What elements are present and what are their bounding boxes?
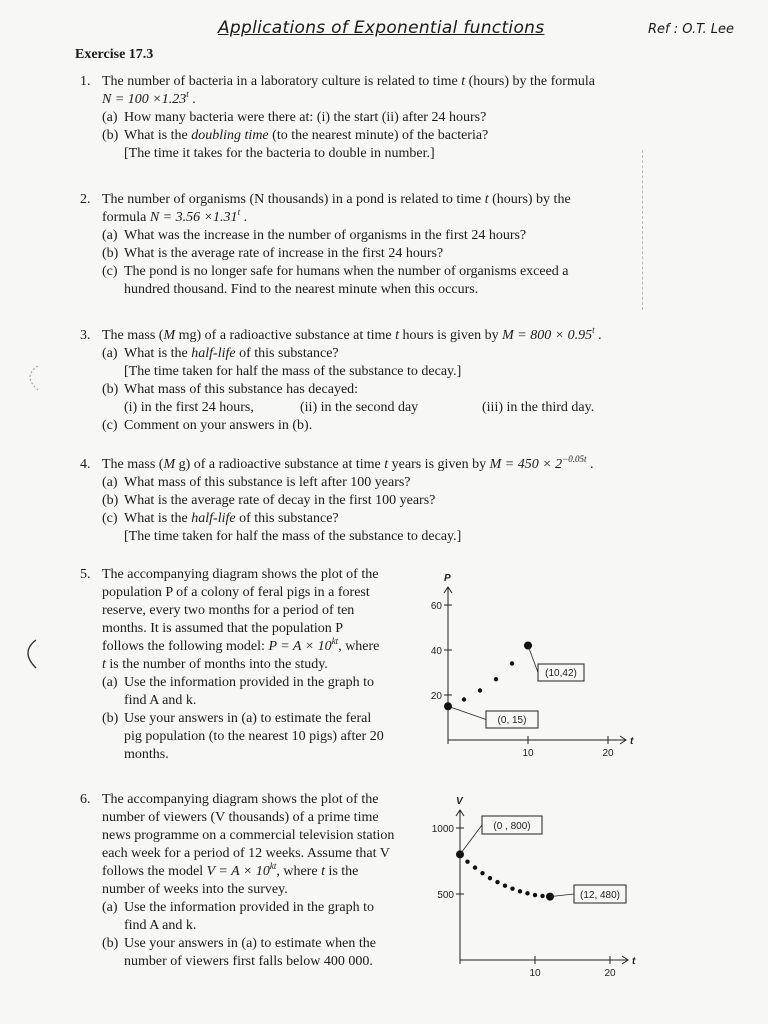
formula: V = A × 10 <box>206 864 270 879</box>
part-label: (b) <box>102 493 119 508</box>
data-point <box>488 876 492 880</box>
question-text: (hours) by the <box>492 192 571 207</box>
data-point <box>456 850 464 858</box>
y-tick-label: 20 <box>430 691 442 702</box>
part-label: (a) <box>102 346 118 361</box>
x-tick-label: 10 <box>529 968 541 979</box>
question-text: hours is given by <box>402 328 499 343</box>
sub-part-ii: (ii) in the second day <box>300 400 419 415</box>
part-b-text: Use your answers in (a) to estimate when the <box>124 936 376 951</box>
question-text: , where <box>276 864 318 879</box>
part-a-text: How many bacteria were there at: (i) the start (ii) after 24 hours? <box>124 110 487 125</box>
part-label: (b) <box>102 128 119 143</box>
part-label: (b) <box>102 246 119 261</box>
part-label: (a) <box>102 900 118 915</box>
data-point <box>480 871 484 875</box>
data-point <box>462 697 466 701</box>
data-point <box>518 889 522 893</box>
question-text: formula <box>102 210 147 225</box>
part-a-text: What is the <box>124 346 188 361</box>
sub-part-i: (i) in the first 24 hours, <box>124 400 254 415</box>
formula: N = 3.56 ×1.31 <box>149 210 238 225</box>
question-2: 2. The number of organisms (N thousands) in a pond is related to time t (hours) by the formula $N = 3.56 \times 1.31^t$ . (a) What was the increase in the number of organisms in the first 24 hours? (b) What is the average rate of increase in the first 24 hours? (c) The pond is no longer safe for humans when the number of organisms exceed a hundred thousand. Find to the nearest minute when this occurs. <box>80 192 571 297</box>
part-b-text: (to the nearest minute) of the bacteria? <box>272 128 489 143</box>
part-b-text: pig population (to the nearest 10 pigs) after 20 <box>124 729 384 744</box>
formula: M = 800 × 0.95 <box>502 328 593 343</box>
exponent: t <box>186 89 189 99</box>
part-b-text: number of viewers first falls below 400 000. <box>124 954 373 969</box>
part-b-text: months. <box>124 747 169 762</box>
question-number: 2. <box>80 192 91 207</box>
annotation-connector <box>460 825 482 854</box>
annotation-connector <box>528 646 538 673</box>
data-point <box>473 865 477 869</box>
emphasis: half-life <box>191 511 236 526</box>
part-label: (a) <box>102 110 118 125</box>
part-b-text: What is the <box>124 128 188 143</box>
data-point <box>478 688 482 692</box>
question-text: follows the model <box>102 864 204 879</box>
margin-bracket <box>14 636 44 676</box>
question-text: years is given by <box>391 457 487 472</box>
question-text: The accompanying diagram shows the plot of the <box>102 567 379 582</box>
question-text: , where <box>338 639 380 654</box>
y-axis-label: V <box>456 796 463 807</box>
variable-m: M <box>163 328 176 343</box>
variable-m: M <box>163 457 176 472</box>
exponent: t <box>237 207 241 217</box>
part-label: (b) <box>102 711 119 726</box>
annotation-connector <box>448 706 486 719</box>
question-text: The mass ( <box>102 328 164 343</box>
annotation-label: (10,42) <box>545 668 577 679</box>
question-number: 6. <box>80 792 91 807</box>
question-3: 3. The mass (M mg) of a radioactive substance at time t hours is given by $M = 800 \times 0.95^t$ . (a) What is the half-life of this substance? [The time taken for half the mass of the substance to decay.] (b) What mass of this substance has decayed: (i) in the first 24 hours, (ii) in the second day (iii) in the third day. (c) Comment on your answers in (b). <box>80 325 602 433</box>
question-text: is the <box>328 864 359 879</box>
question-4: 4. The mass (M g) of a radioactive substance at time t years is given by $M = 450 \times 2^{-0.05t}$ . (a) What mass of this substance is left after 100 years? (b) What is the average rate of decay in the first 100 years? (c) What is the half-life of this substance? [The time taken for half the mass of the substance to decay.] <box>80 454 594 544</box>
variable-t: t <box>461 74 466 89</box>
question-number: 3. <box>80 328 91 343</box>
question-text: The number of bacteria in a laboratory culture is related to time <box>102 74 458 89</box>
part-b-text: What is the average rate of decay in the first 100 years? <box>124 493 436 508</box>
question-text: The accompanying diagram shows the plot of the <box>102 792 379 807</box>
formula: M = 450 × 2 <box>489 457 563 472</box>
question-text: population P of a colony of feral pigs in a forest <box>102 585 370 600</box>
part-a-text: What was the increase in the number of organisms in the first 24 hours? <box>124 228 527 243</box>
part-label: (c) <box>102 511 118 526</box>
question-number: 5. <box>80 567 91 582</box>
part-a-text: find A and k. <box>124 918 197 933</box>
x-tick-label: 10 <box>522 748 534 759</box>
question-text: g) of a radioactive substance at time <box>178 457 381 472</box>
part-b-text: What mass of this substance has decayed: <box>124 382 359 397</box>
variable-t: t <box>321 864 325 879</box>
x-axis-label: t <box>632 956 636 967</box>
question-text: news programme on a commercial television station <box>102 828 395 843</box>
variable-t: t <box>484 192 489 207</box>
variable-t: t <box>395 328 400 343</box>
question-text: number of viewers (V thousands) of a prime time <box>102 810 379 825</box>
part-c-text: What is the <box>124 511 188 526</box>
question-5 <box>80 566 384 764</box>
annotation-label: (12, 480) <box>579 890 621 901</box>
x-axis-label: t <box>630 736 634 747</box>
y-tick-label: 40 <box>430 646 442 657</box>
question-text: number of weeks into the survey. <box>102 882 288 897</box>
tv-viewers-chart <box>410 790 650 995</box>
hint-text: [The time taken for half the mass of the substance to decay.] <box>124 364 462 379</box>
emphasis: doubling time <box>191 128 269 143</box>
exponent: kt <box>331 636 339 646</box>
pig-population-chart <box>410 570 650 770</box>
variable-t: t <box>102 657 106 672</box>
x-tick-label: 20 <box>604 968 616 979</box>
margin-line <box>642 150 643 310</box>
part-label: (b) <box>102 936 119 951</box>
data-point <box>525 891 529 895</box>
part-label: (a) <box>102 675 118 690</box>
question-text: each week for a period of 12 weeks. Assume that V <box>102 846 390 861</box>
data-point <box>533 893 537 897</box>
y-axis-label: P <box>444 573 451 584</box>
y-tick-label: 500 <box>437 890 454 901</box>
y-tick-label: 1000 <box>431 824 454 835</box>
annotation-label: (0 , 800) <box>493 821 531 832</box>
margin-bracket <box>14 362 44 398</box>
data-point <box>465 859 469 863</box>
exponent: kt <box>269 861 277 871</box>
page-title: Applications of Exponential functions <box>218 18 545 38</box>
x-tick-label: 20 <box>602 748 614 759</box>
data-point <box>510 887 514 891</box>
part-label: (a) <box>102 228 118 243</box>
question-text: (hours) by the formula <box>468 74 595 89</box>
part-label: (c) <box>102 418 118 433</box>
exercise-heading: Exercise 17.3 <box>75 47 154 62</box>
data-point <box>540 894 544 898</box>
data-point <box>494 677 498 681</box>
question-number: 4. <box>80 457 91 472</box>
question-text: The number of organisms (N thousands) in a pond is related to time <box>102 192 482 207</box>
question-text: The mass ( <box>102 457 164 472</box>
part-a-text: of this substance? <box>239 346 339 361</box>
part-c-text: Comment on your answers in (b). <box>124 418 313 433</box>
part-c-text: hundred thousand. Find to the nearest minute when this occurs. <box>124 282 479 297</box>
question-text: mg) of a radioactive substance at time <box>178 328 392 343</box>
question-text: reserve, every two months for a period of ten <box>102 603 355 618</box>
data-point <box>503 883 507 887</box>
hint-text: [The time it takes for the bacteria to double in number.] <box>124 146 435 161</box>
hint-text: [The time taken for half the mass of the substance to decay.] <box>124 529 462 544</box>
part-a-text: Use the information provided in the graph to <box>124 900 374 915</box>
question-1: 1. The number of bacteria in a laboratory culture is related to time t (hours) by the formula $N = 100 \times 1.23^t$ . (a) How many bacteria were there at: (i) the start (ii) after 24 hours? (b) What is the doubling time (to the nearest minute) of the bacteria? [The time it takes for the bacteria to double in number.] <box>80 74 595 161</box>
formula: P = A × 10 <box>268 639 332 654</box>
exponent: −0.05t <box>562 454 587 464</box>
annotation-label: (0, 15) <box>497 715 527 726</box>
sub-part-iii: (iii) in the third day. <box>482 400 595 415</box>
author-reference: Ref : O.T. Lee <box>648 22 734 37</box>
part-label: (c) <box>102 264 118 279</box>
data-point <box>495 880 499 884</box>
part-a-text: Use the information provided in the graph to <box>124 675 374 690</box>
part-label: (a) <box>102 475 118 490</box>
question-number: 1. <box>80 74 91 89</box>
part-c-text: The pond is no longer safe for humans when the number of organisms exceed a <box>124 264 569 279</box>
y-tick-label: 60 <box>430 601 442 612</box>
emphasis: half-life <box>191 346 236 361</box>
part-b-text: What is the average rate of increase in the first 24 hours? <box>124 246 444 261</box>
question-6 <box>80 791 394 971</box>
question-text: follows the following model: <box>102 639 265 654</box>
question-text: is the number of months into the study. <box>109 657 328 672</box>
question-text: months. It is assumed that the population P <box>102 621 344 636</box>
part-b-text: Use your answers in (a) to estimate the feral <box>124 711 372 726</box>
part-c-text: of this substance? <box>239 511 339 526</box>
part-a-text: find A and k. <box>124 693 197 708</box>
formula: N = 100 ×1.23 <box>102 92 187 107</box>
data-point <box>510 661 514 665</box>
exponent: t <box>592 325 595 335</box>
part-label: (b) <box>102 382 119 397</box>
part-a-text: What mass of this substance is left after 100 years? <box>124 475 411 490</box>
variable-t: t <box>384 457 389 472</box>
